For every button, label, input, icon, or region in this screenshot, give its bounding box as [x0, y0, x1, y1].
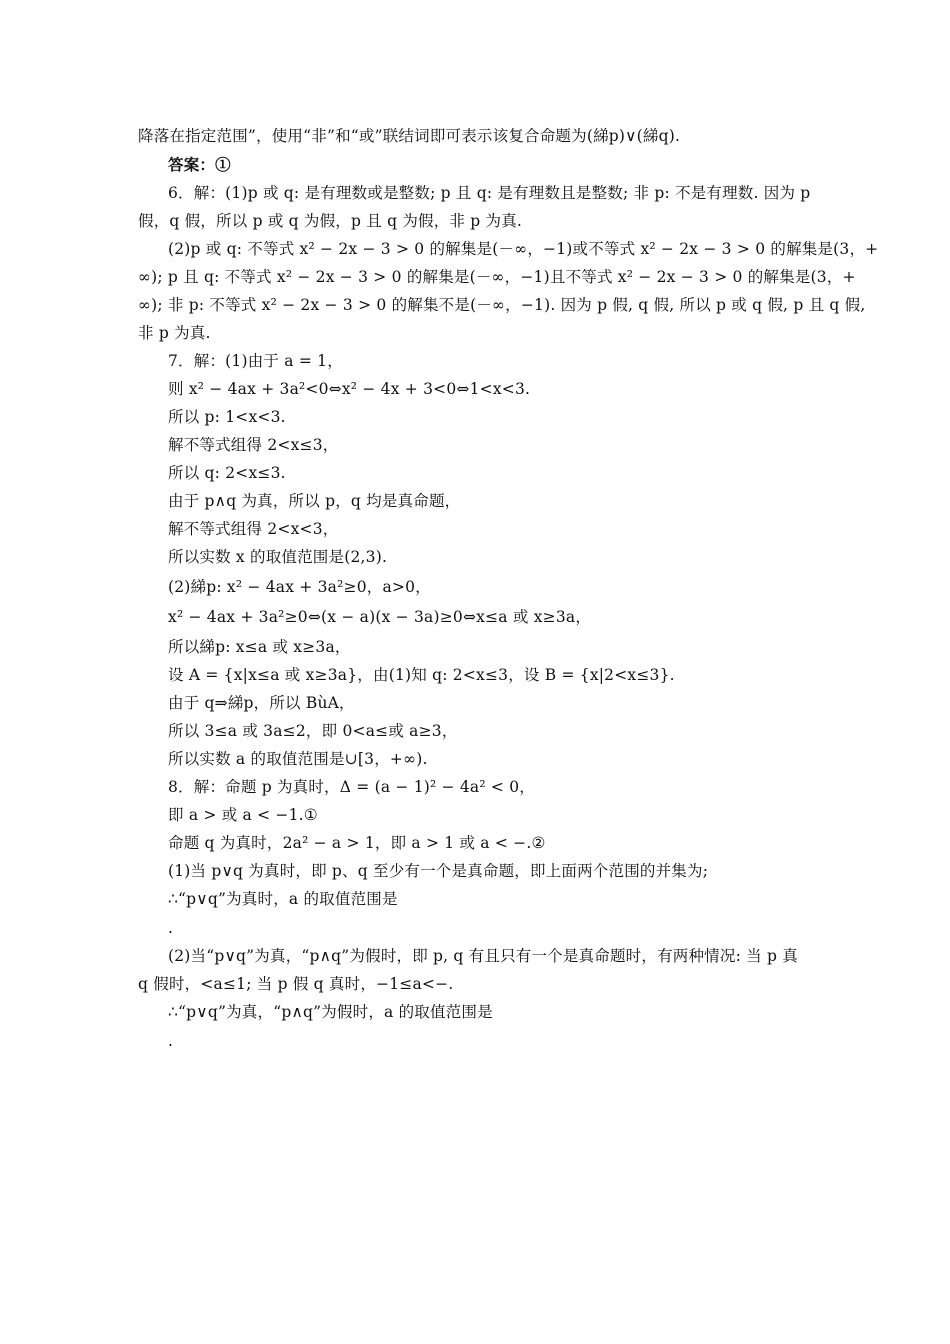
problem-7-line: 7．解：(1)由于 a = 1， [168, 352, 343, 370]
text-line: q 假时，<a≤1; 当 p 假 q 真时，−1≤a<−. [138, 975, 454, 993]
text-line: . [168, 1032, 174, 1050]
text-line: (2)p 或 q: 不等式 x² − 2x − 3 > 0 的解集是(－∞，−1)或不等式 x² − 2x − 3 > 0 的解集是(3，+ [168, 240, 879, 258]
text-line: x² − 4ax + 3a²≥0⇔(x − a)(x − 3a)≥0⇔x≤a 或 x≥3a， [168, 608, 592, 626]
text-line: 所以实数 x 的取值范围是(2,3). [168, 548, 388, 566]
problem-8-line: 8．解：命题 p 为真时，Δ = (a − 1)² − 4a² < 0， [168, 778, 535, 796]
text-line: ∞); p 且 q: 不等式 x² − 2x − 3 > 0 的解集是(－∞，−1)且不等式 x² − 2x − 3 > 0 的解集是(3，+ [138, 268, 856, 286]
answer-line: 答案：① [168, 155, 231, 174]
text-line: 所以 3≤a 或 3a≤2，即 0<a≤或 a≥3， [168, 722, 458, 740]
text-line: ∞); 非 p: 不等式 x² − 2x − 3 > 0 的解集不是(－∞，−1). 因为 p 假, q 假, 所以 p 或 q 假, p 且 q 假, [138, 296, 866, 314]
text-line: 所以綈p: x≤a 或 x≥3a， [168, 638, 351, 656]
text-line: 解不等式组得 2<x≤3， [168, 436, 339, 454]
text-line: 降落在指定范围”，使用“非”和“或”联结词即可表示该复合命题为(綈p)∨(綈q). [138, 127, 681, 145]
text-line: 由于 q⇒綈p，所以 BùA， [168, 694, 355, 712]
text-line: 所以 q: 2<x≤3. [168, 464, 286, 482]
text-line: 非 p 为真. [138, 324, 211, 342]
text-line: . [168, 919, 174, 937]
text-line: 由于 p∧q 为真，所以 p，q 均是真命题， [168, 492, 461, 510]
text-line: 假，q 假，所以 p 或 q 为假，p 且 q 为假，非 p 为真. [138, 212, 523, 230]
text-line: 解不等式组得 2<x<3， [168, 520, 339, 538]
text-line: (2)当“p∨q”为真，“p∧q”为假时，即 p, q 有且只有一个是真命题时，有两种情况: 当 p 真 [168, 947, 798, 965]
text-line: ∴“p∨q”为真，“p∧q”为假时，a 的取值范围是 [168, 1003, 493, 1021]
text-line: 命题 q 为真时，2a² − a > 1，即 a > 1 或 a < −.② [168, 834, 546, 852]
text-line: (1)当 p∨q 为真时，即 p、q 至少有一个是真命题，即上面两个范围的并集为; [168, 862, 709, 880]
text-line: 所以实数 a 的取值范围是∪[3，+∞). [168, 750, 428, 768]
text-line: 即 a > 或 a < −1.① [168, 806, 318, 824]
text-line: (2)綈p: x² − 4ax + 3a²≥0，a>0， [168, 578, 431, 596]
text-line: ∴“p∨q”为真时，a 的取值范围是 [168, 890, 398, 908]
text-line: 则 x² − 4ax + 3a²<0⇔x² − 4x + 3<0⇔1<x<3. [168, 380, 531, 398]
text-line: 设 A = {x|x≤a 或 x≥3a}，由(1)知 q: 2<x≤3，设 B = {x|2<x≤3}. [168, 666, 675, 684]
text-line: 所以 p: 1<x<3. [168, 408, 286, 426]
problem-6-line: 6．解：(1)p 或 q: 是有理数或是整数; p 且 q: 是有理数且是整数; 非 p: 不是有理数. 因为 p [168, 184, 811, 202]
